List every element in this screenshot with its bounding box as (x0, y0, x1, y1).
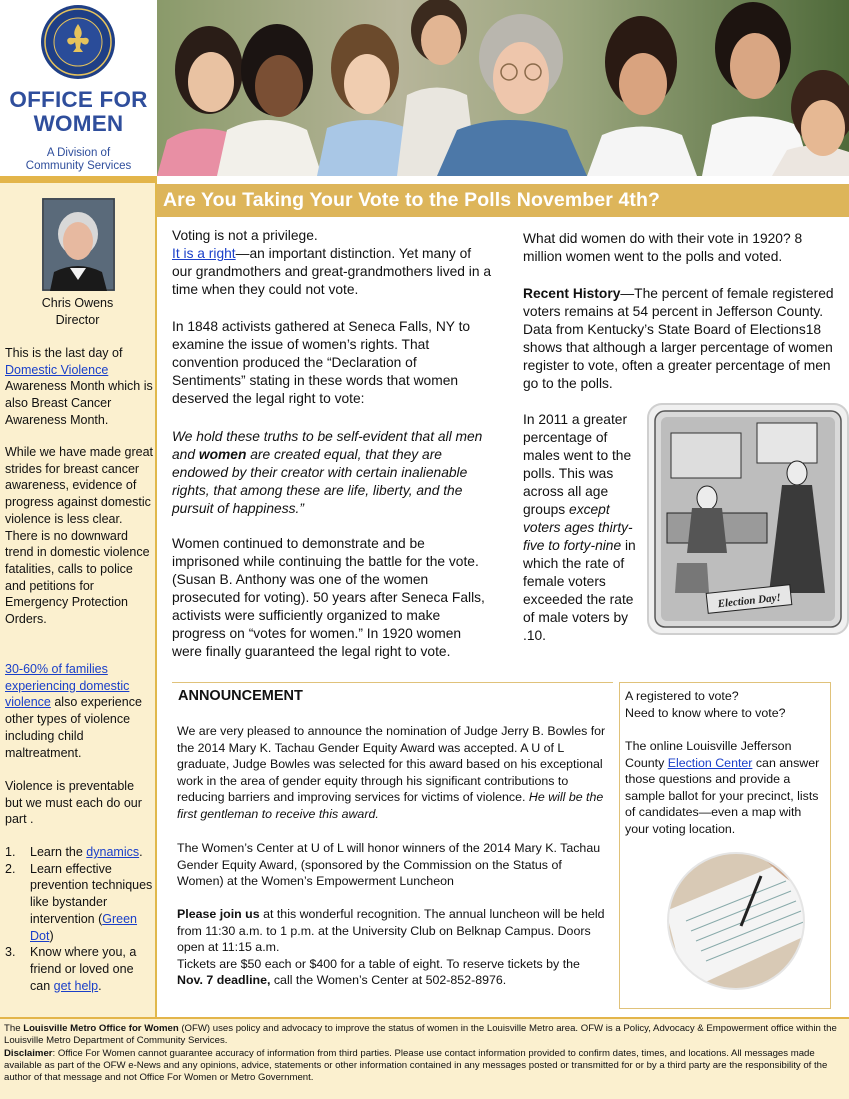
text-span: . (139, 845, 143, 859)
text-italic: He will be the first gentleman to receive this award. (177, 790, 604, 821)
dynamics-link[interactable]: dynamics (86, 845, 140, 859)
domestic-violence-link[interactable]: Domestic Violence (5, 362, 109, 377)
text-span: (OFW) uses policy and advocacy to improve the status of women in the Louisville Metro area. OFW is a Policy, Advocacy & Empowerment office within the Louisville Metro Department of Community Services. (4, 1023, 837, 1047)
director-title: Director (55, 313, 100, 327)
footer-about (4, 1023, 844, 1048)
org-name (0, 88, 157, 136)
text-span: —an important distinction. Yet many of our grandmothers and great-grandmothers lived in a time when they could not vote. (172, 246, 492, 297)
announcement-title: ANNOUNCEMENT (178, 688, 303, 704)
get-help-link[interactable]: get help (53, 978, 99, 993)
vote-1920-paragraph: What did women do with their vote in 1920? 8 million women went to the polls and voted. (523, 231, 803, 264)
seneca-falls-paragraph: In 1848 activists gathered at Seneca Falls, NY to examine the issue of women’s rights. That convention produced the “Declaration of Sentiments” stating in these words that women deserved the legal right to vote: (172, 319, 471, 406)
history-paragraph: Women continued to demonstrate and be imprisoned while continuing the battle for the vote. (Susan B. Anthony was one of the women prosecuted for voting). 50 years after Seneca Falls, activists were sufficiently organized to make progress on “votes for women.” In 1920 women were finally guaranteed the legal right to vote. (172, 536, 485, 659)
sidebar-paragraph-families (5, 661, 153, 761)
text-span: The (4, 1023, 24, 1034)
text-bold: Recent History (523, 286, 621, 301)
director-name: Chris Owens (41, 296, 114, 310)
sidebar-action-list (5, 844, 155, 994)
announcement-rule (172, 682, 613, 683)
director-photo (42, 198, 115, 291)
green-dot-link[interactable]: Green Dot (30, 911, 138, 943)
text-span: The online Louisville Jefferson County (625, 739, 792, 770)
list-item (5, 844, 155, 861)
text-span: also experience other types of violence including child maltreatment. (5, 695, 142, 760)
hero-photo-women (157, 0, 849, 176)
text-line: A registered to vote? (625, 689, 739, 703)
text-line: Voting is not a privilege. (172, 228, 318, 243)
title-bar (157, 184, 849, 217)
sidebar-paragraph-preventable: Violence is preventable but we must each do our part . (5, 779, 142, 827)
title-band (157, 176, 849, 184)
text-span: at this wonderful recognition. The annual luncheon will be held from 11:30 a.m. to 1 p.m. at the University Club on Belknap Campus. Doors open at 11:15 a.m. (177, 907, 605, 955)
text-span: Tickets are $50 each or $400 for a table of eight. To reserve tickets by the (177, 956, 580, 971)
list-number: 3. (5, 945, 16, 960)
disclaimer-label: Disclaimer (4, 1047, 53, 1059)
text-span: : Office For Women cannot guarantee accuracy of information from third parties. Please use contact information provided to confirm dates, times, and locations. All messages made available as part of the OFW e-News and any opinions, advice, statements or other information contained in any messages posted or transmitted for or by a third party are the responsibility of the author of that message and not Office For Women or Metro Government. (4, 1047, 828, 1084)
ballot-photo (666, 851, 806, 991)
luncheon-paragraph (177, 906, 609, 989)
it-is-a-right-link[interactable]: It is a right (172, 246, 236, 261)
sidebar-paragraph-progress: While we have made great strides for breast cancer awareness, evidence of progress against domestic violence is less clear. There is no downward trend in domestic violence fatalities, calls to police and petitions for Emergency Protection Orders. (5, 445, 153, 627)
text-italic: except voters ages thirty-five to forty-nine (523, 502, 633, 553)
text-span: . (98, 978, 102, 993)
org-name-line2: WOMEN (33, 111, 124, 136)
text-span: call the Women’s Center at 502-852-8976. (270, 973, 507, 988)
list-number: 2. (5, 861, 16, 876)
text-span: Learn the (30, 845, 87, 859)
election-center-paragraph (625, 738, 827, 838)
families-statistic-link[interactable]: 30-60% of families experiencing domestic violence (5, 662, 130, 710)
text-span: —The percent of female registered voters remains at 54 percent in Jefferson County. Data from Kentucky’s State Board of Elections18 shows that although a larger percentage of women register to vote, often a greater percentage of men go to the polls. (523, 286, 834, 391)
sidebar-paragraph-awareness (5, 345, 153, 429)
list-item (5, 944, 155, 994)
page-title: Are You Taking Your Vote to the Polls November 4th? (163, 189, 661, 211)
text-span: We hold these truths to be self-evident that all men and (172, 429, 483, 462)
division-line1: A Division of (46, 147, 111, 159)
recent-history-paragraph (523, 285, 837, 393)
text-span: ) (49, 928, 54, 943)
text-bold: Nov. 7 deadline, (177, 973, 271, 988)
election-center-link[interactable]: Election Center (667, 755, 753, 770)
text-line: Need to know where to vote? (625, 705, 786, 720)
text-span: Learn effective prevention techniques like bystander intervention ( (30, 861, 153, 926)
text-span: In 2011 a greater percentage of males went to the polls. This was across all age groups (523, 412, 632, 517)
election-day-illustration (647, 403, 849, 635)
election-day-caption: Election Day! (717, 591, 782, 611)
text-span: Awareness Month which is also Breast Cancer Awareness Month. (5, 379, 153, 427)
text-span: Know where you, a friend or loved one can (30, 945, 137, 993)
text-span: are created equal, that they are endowed by their creator with certain inalienable rights, that among these are life, liberty, and the pursuit of happiness.” (172, 447, 468, 516)
text-bold: Louisville Metro Office for Women (23, 1023, 179, 1034)
footer (0, 1017, 849, 1099)
text-bold: women (198, 447, 247, 462)
nomination-paragraph (177, 723, 609, 823)
sidebar-top-band (0, 176, 155, 183)
text-span: We are very pleased to announce the nomination of Judge Jerry B. Bowles for the 2014 Mary K. Tachau Gender Equity Award was accepted. A U of L graduate, Judge Bowles was selected for this award based on his exceptional work in the area of gender equity through his significant contributions to reducing barriers and improving services for victims of violence. (177, 724, 606, 805)
list-item (5, 861, 155, 945)
footer-text (4, 1023, 844, 1084)
louisville-seal-icon (40, 4, 116, 80)
turnout-2011-paragraph (523, 411, 647, 645)
org-division (0, 147, 157, 173)
logo-area (0, 0, 157, 176)
womens-center-paragraph: The Women’s Center at U of L will honor winners of the 2014 Mary K. Tachau Gender Equity Award, (sponsored by the Commission on the Status of Women) at the Women’s Empowerment Luncheon (177, 841, 601, 889)
org-name-line1: OFFICE FOR (9, 87, 148, 112)
intro-paragraph (172, 227, 492, 299)
text-span: in which the rate of female voters exceeded the rate of male voters by .10. (523, 538, 636, 643)
footer-disclaimer (4, 1048, 844, 1085)
text-span: This is the last day of (5, 346, 123, 360)
list-number: 1. (5, 845, 16, 859)
vote-info-box (619, 682, 831, 1009)
declaration-quote (172, 428, 492, 518)
text-span: can answer those questions and provide a sample ballot for your precinct, lists of candidates—even a map with your voting location. (625, 755, 820, 836)
division-line2: Community Services (25, 160, 132, 172)
vote-questions (625, 688, 827, 721)
sidebar (0, 176, 157, 1017)
text-bold: Please join us (177, 907, 260, 921)
